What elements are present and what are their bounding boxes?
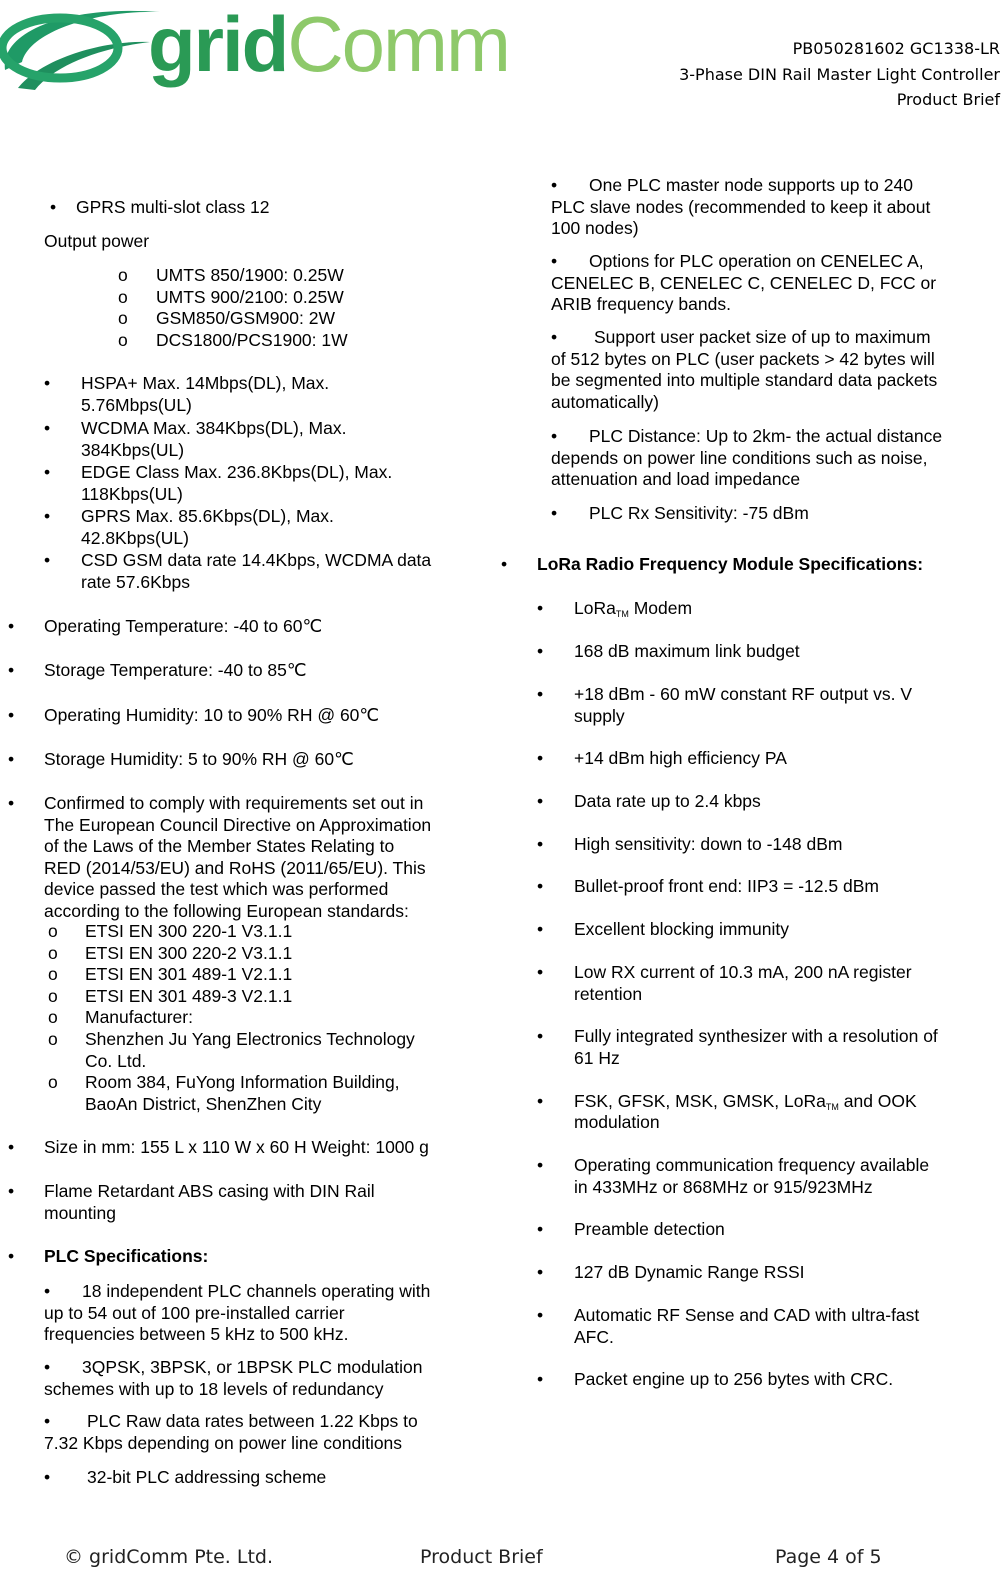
plc-line: schemes with up to 18 levels of redundancy: [44, 1378, 384, 1399]
plc-line: of 512 bytes on PLC (user packets > 42 bytes will: [551, 348, 935, 369]
plc-line: 7.32 Kbps depending on power line conditions: [44, 1432, 403, 1453]
plc-line: PLC Raw data rates between 1.22 Kbps to: [87, 1411, 418, 1431]
bullet: •: [537, 641, 544, 661]
rate-line-1: HSPA+ Max. 14Mbps(DL), Max.: [81, 373, 330, 393]
lora-item: Bullet-proof front end: IIP3 = -12.5 dBm: [574, 876, 879, 896]
circle-bullet: o: [118, 265, 128, 285]
footer-center: Product Brief: [420, 1546, 543, 1568]
bullet: •: [551, 426, 558, 446]
standard-line-1: Shenzhen Ju Yang Electronics Technology: [85, 1029, 415, 1049]
circle-bullet: o: [48, 943, 58, 963]
bullet: •: [537, 1369, 544, 1389]
standard-line-1: ETSI EN 301 489-1 V2.1.1: [85, 964, 293, 984]
bullet: •: [8, 1181, 15, 1201]
bullet: •: [50, 197, 57, 217]
bullet: •: [501, 554, 508, 574]
bullet: •: [551, 175, 558, 195]
bullet: •: [8, 1246, 15, 1266]
rate-line-2: 42.8Kbps(UL): [81, 528, 189, 548]
lora-heading: LoRa Radio Frequency Module Specifications:: [537, 554, 924, 574]
bullet: •: [551, 251, 558, 271]
size-weight: Size in mm: 155 L x 110 W x 60 H Weight: 1000 g: [44, 1137, 429, 1157]
gprs-class: GPRS multi-slot class 12: [76, 197, 270, 217]
circle-bullet: o: [48, 1072, 58, 1092]
bullet: •: [537, 598, 544, 618]
plc-line: frequencies between 5 kHz to 500 kHz.: [44, 1324, 349, 1344]
power-item: GSM850/GSM900: 2W: [156, 308, 335, 329]
compliance-line: device passed the test which was performed: [44, 879, 389, 899]
footer-page: Page 4 of 5: [775, 1546, 882, 1568]
standard-line-1: ETSI EN 300 220-2 V3.1.1: [85, 943, 293, 963]
storage-temperature: Storage Temperature: -40 to 85℃: [44, 660, 307, 680]
standard-line-1: Manufacturer:: [85, 1007, 193, 1027]
lora-item: 168 dB maximum link budget: [574, 641, 800, 661]
bullet: •: [537, 1305, 544, 1325]
bullet: •: [44, 550, 51, 570]
circle-bullet: o: [118, 330, 128, 351]
lora-item: Preamble detection: [574, 1219, 725, 1239]
bullet: •: [8, 793, 15, 813]
plc-line: 3QPSK, 3BPSK, or 1BPSK PLC modulation: [82, 1357, 423, 1377]
bullet: •: [44, 1467, 51, 1487]
lora-item: High sensitivity: down to -148 dBm: [574, 834, 843, 854]
bullet: •: [44, 1411, 51, 1431]
bullet: •: [537, 962, 544, 982]
bullet: •: [537, 1262, 544, 1282]
compliance-line: of the Laws of the Member States Relating to: [44, 836, 395, 856]
logo-text-grid: grid: [148, 0, 288, 88]
plc-line: PLC Distance: Up to 2km- the actual distance: [589, 426, 943, 446]
bullet: •: [537, 684, 544, 704]
doc-id: PB050281602 GC1338-LR: [792, 39, 1000, 58]
circle-bullet: o: [118, 286, 128, 307]
bullet: •: [551, 503, 558, 523]
plc-line: attenuation and load impedance: [551, 469, 801, 489]
lora-item: 127 dB Dynamic Range RSSI: [574, 1262, 805, 1282]
circle-bullet: o: [48, 964, 58, 984]
doc-type: Product Brief: [896, 90, 1000, 109]
standard-line-1: ETSI EN 301 489-3 V2.1.1: [85, 986, 293, 1006]
compliance-line: The European Council Directive on Approximation: [44, 814, 432, 835]
rate-line-1: WCDMA Max. 384Kbps(DL), Max.: [81, 418, 347, 438]
bullet: •: [44, 506, 51, 526]
plc-line: depends on power line conditions such as noise,: [551, 447, 928, 468]
lora-item: Fully integrated synthesizer with a resolution of: [574, 1026, 938, 1046]
bullet: •: [44, 1281, 51, 1301]
casing-line-1: Flame Retardant ABS casing with DIN Rail: [44, 1181, 375, 1201]
circle-bullet: o: [118, 308, 128, 329]
standard-line-2: BaoAn District, ShenZhen City: [85, 1094, 322, 1114]
lora-item: in 433MHz or 868MHz or 915/923MHz: [574, 1176, 873, 1197]
bullet: •: [44, 1357, 51, 1377]
output-power-label: Output power: [44, 231, 150, 251]
rate-line-2: 118Kbps(UL): [81, 484, 183, 504]
bullet: •: [8, 705, 15, 725]
logo: [0, 0, 509, 100]
plc-line: Options for PLC operation on CENELEC A,: [589, 251, 924, 271]
modulation-line-1: FSK, GFSK, MSK, GMSK, LoRa$_{TM}$ and OOK: [574, 1091, 917, 1112]
bullet: •: [44, 373, 51, 393]
lora-item: Excellent blocking immunity: [574, 919, 789, 939]
bullet: •: [44, 418, 51, 438]
circle-bullet: o: [48, 986, 58, 1006]
lora-item: Packet engine up to 256 bytes with CRC.: [574, 1369, 894, 1389]
rate-line-1: GPRS Max. 85.6Kbps(DL), Max.: [81, 506, 334, 526]
rate-line-1: EDGE Class Max. 236.8Kbps(DL), Max.: [81, 462, 393, 482]
compliance-line: Confirmed to comply with requirements set out in: [44, 793, 424, 813]
rate-line-2: 384Kbps(UL): [81, 440, 185, 460]
lora-item: +14 dBm high efficiency PA: [574, 748, 787, 768]
lora-item: Automatic RF Sense and CAD with ultra-fast: [574, 1305, 920, 1325]
lora-item: 61 Hz: [574, 1047, 620, 1068]
bullet: •: [537, 1026, 544, 1046]
plc-line: PLC Rx Sensitivity: -75 dBm: [589, 503, 809, 523]
plc-line: ARIB frequency bands.: [551, 294, 731, 314]
rate-line-2: rate 57.6Kbps: [81, 572, 190, 592]
standard-line-1: ETSI EN 300 220-1 V3.1.1: [85, 921, 293, 941]
plc-line: be segmented into multiple standard data packets: [551, 370, 938, 390]
bullet: •: [551, 327, 558, 347]
lora-item: supply: [574, 705, 625, 726]
standard-line-1: Room 384, FuYong Information Building,: [85, 1072, 400, 1092]
rate-line-2: 5.76Mbps(UL): [81, 395, 192, 415]
bullet: •: [537, 919, 544, 939]
plc-heading: PLC Specifications:: [44, 1246, 209, 1266]
power-item: UMTS 900/2100: 0.25W: [156, 286, 344, 307]
bullet: •: [537, 1155, 544, 1175]
casing-line-2: mounting: [44, 1203, 116, 1223]
bullet: •: [8, 616, 15, 636]
product-name: 3-Phase DIN Rail Master Light Controller: [679, 65, 1000, 84]
storage-humidity: Storage Humidity: 5 to 90% RH @ 60℃: [44, 749, 354, 769]
lora-item: Data rate up to 2.4 kbps: [574, 791, 761, 811]
lora-item: +18 dBm - 60 mW constant RF output vs. V: [574, 684, 912, 704]
bullet: •: [8, 749, 15, 769]
plc-line: CENELEC B, CENELEC C, CENELEC D, FCC or: [551, 272, 937, 293]
lora-modem: LoRa$_{TM}$ Modem: [574, 598, 693, 619]
plc-line: up to 54 out of 100 pre-installed carrier: [44, 1302, 345, 1323]
plc-line: 100 nodes): [551, 218, 639, 238]
plc-line: Support user packet size of up to maximum: [594, 327, 931, 347]
circle-bullet: o: [48, 1029, 58, 1049]
rate-line-1: CSD GSM data rate 14.4Kbps, WCDMA data: [81, 550, 432, 570]
bullet: •: [537, 1091, 544, 1111]
power-item: UMTS 850/1900: 0.25W: [156, 265, 344, 285]
bullet: •: [537, 834, 544, 854]
bullet: •: [44, 462, 51, 482]
circle-bullet: o: [48, 1007, 58, 1027]
bullet: •: [8, 660, 15, 680]
circle-bullet: o: [48, 921, 58, 941]
lora-item: Operating communication frequency available: [574, 1155, 930, 1175]
bullet: •: [537, 748, 544, 768]
compliance-line: according to the following European standards:: [44, 900, 409, 921]
bullet: •: [537, 876, 544, 896]
plc-line: 32-bit PLC addressing scheme: [87, 1467, 327, 1487]
operating-temperature: Operating Temperature: -40 to 60℃: [44, 616, 323, 636]
modulation-line-2: modulation: [574, 1112, 660, 1132]
power-item: DCS1800/PCS1900: 1W: [156, 330, 348, 351]
operating-humidity: Operating Humidity: 10 to 90% RH @ 60℃: [44, 705, 380, 725]
bullet: •: [537, 791, 544, 811]
lora-item: retention: [574, 983, 643, 1004]
plc-line: 18 independent PLC channels operating with: [82, 1281, 431, 1301]
standard-line-2: Co. Ltd.: [85, 1051, 147, 1071]
logo-text-comm: Comm: [287, 0, 509, 88]
plc-line: One PLC master node supports up to 240: [589, 175, 913, 195]
lora-item: AFC.: [574, 1326, 614, 1347]
bullet: •: [8, 1137, 15, 1157]
lora-item: Low RX current of 10.3 mA, 200 nA register: [574, 962, 912, 982]
bullet: •: [537, 1219, 544, 1239]
plc-line: automatically): [551, 391, 659, 412]
compliance-line: RED (2014/53/EU) and RoHS (2011/65/EU). This: [44, 857, 426, 878]
footer-copyright: © gridComm Pte. Ltd.: [64, 1546, 274, 1568]
plc-line: PLC slave nodes (recommended to keep it about: [551, 196, 931, 217]
